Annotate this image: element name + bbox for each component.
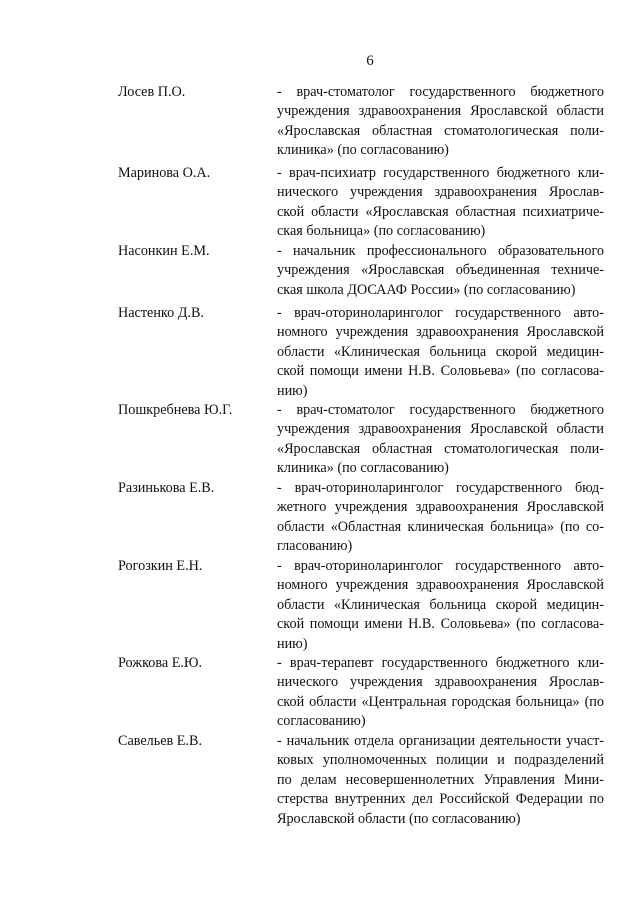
member-position: [277, 164, 604, 242]
position-line: нического учреждения здравоохранения Ярослав-: [277, 674, 604, 691]
member-name: Лосев П.О.: [118, 84, 186, 100]
position-line: ской помощи имени Н.В. Соловьева» (по согласова-: [277, 616, 604, 633]
member-name: Рогозкин Е.Н.: [118, 558, 203, 574]
position-line: области «Клиническая больница скорой медицин-: [277, 343, 604, 360]
position-line: ской области «Ярославская областная психиатриче-: [277, 203, 604, 220]
position-line: - врач-оториноларинголог государственного бюд-: [277, 480, 604, 496]
position-line: - врач-стоматолог государственного бюджетного: [277, 84, 604, 100]
position-line: «Ярославская областная стоматологическая поли-: [277, 440, 604, 457]
position-line: по делам несовершеннолетних Управления Мини-: [277, 771, 604, 788]
position-line: - врач-стоматолог государственного бюджетного: [277, 402, 604, 418]
member-position: [277, 83, 604, 161]
position-line: гласованию): [277, 538, 353, 555]
member-position: [277, 242, 604, 300]
position-line: номного учреждения здравоохранения Ярославской: [277, 324, 604, 341]
position-line: области «Клиническая больница скорой медицин-: [277, 596, 604, 613]
member-position: [277, 654, 604, 732]
position-line: жетного учреждения здравоохранения Ярославской: [277, 499, 604, 516]
position-line: стерства внутренних дел Российской Федерации по: [277, 791, 604, 808]
member-name: Савельев Е.В.: [118, 733, 202, 749]
member-position: [277, 304, 604, 401]
member-name: Маринова О.А.: [118, 165, 211, 181]
position-line: - врач-оториноларинголог государственного авто-: [277, 305, 604, 321]
position-line: учреждения «Ярославская объединенная техниче-: [277, 262, 604, 279]
position-line: согласованию): [277, 713, 366, 730]
member-position: [277, 401, 604, 479]
position-line: - врач-оториноларинголог государственного авто-: [277, 558, 604, 574]
position-line: Ярославской области (по согласованию): [277, 810, 521, 827]
position-line: ская больница» (по согласованию): [277, 223, 486, 240]
position-line: номного учреждения здравоохранения Ярославской: [277, 577, 604, 594]
position-line: - врач-психиатр государственного бюджетного кли-: [277, 165, 604, 181]
member-name: Настенко Д.В.: [118, 305, 204, 321]
position-line: ской области «Центральная городская больница» (по: [277, 693, 604, 710]
position-line: клиника» (по согласованию): [277, 460, 449, 477]
member-name: Разинькова Е.В.: [118, 480, 215, 496]
page-number: 6: [366, 53, 374, 69]
position-line: ской помощи имени Н.В. Соловьева» (по согласова-: [277, 363, 604, 380]
member-position: [277, 557, 604, 654]
position-line: ковых уполномоченных полиции и подразделений: [277, 752, 604, 769]
position-line: учреждения здравоохранения Ярославской области: [277, 421, 604, 438]
member-name: Рожкова Е.Ю.: [118, 655, 203, 671]
member-position: [277, 479, 604, 557]
position-line: области «Областная клиническая больница» (по со-: [277, 518, 604, 535]
position-line: учреждения здравоохранения Ярославской области: [277, 103, 604, 120]
member-position: [277, 732, 604, 829]
member-name: Насонкин Е.М.: [118, 243, 210, 259]
position-line: клиника» (по согласованию): [277, 142, 449, 159]
position-line: нического учреждения здравоохранения Ярослав-: [277, 184, 604, 201]
position-line: - врач-терапевт государственного бюджетного кли-: [277, 655, 604, 671]
position-line: нию): [277, 635, 308, 652]
position-line: ская школа ДОСААФ России» (по согласованию): [277, 281, 576, 298]
member-name: Пошкребнева Ю.Г.: [118, 402, 233, 418]
position-line: - начальник отдела организации деятельности участ-: [277, 733, 604, 749]
position-line: - начальник профессионального образовательного: [277, 243, 604, 259]
position-line: нию): [277, 382, 308, 399]
position-line: «Ярославская областная стоматологическая поли-: [277, 122, 604, 139]
